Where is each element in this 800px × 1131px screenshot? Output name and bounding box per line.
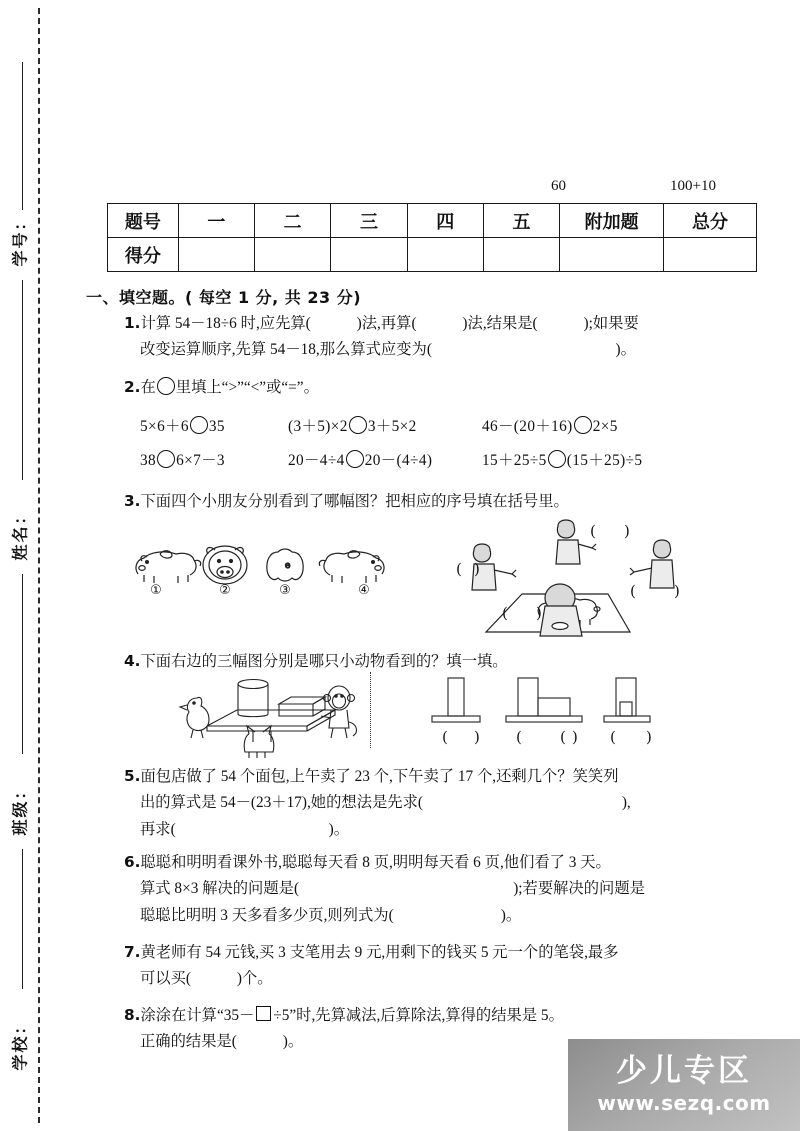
svg-text:(: ( — [630, 582, 636, 600]
question-7 — [124, 939, 619, 966]
svg-text:): ) — [536, 604, 542, 622]
column-header-1: 一 — [178, 204, 254, 238]
svg-text:): ) — [474, 560, 480, 578]
annotation-grand-total: 100+10 — [670, 178, 716, 194]
compare-item-6 — [482, 448, 642, 470]
watermark — [568, 1039, 800, 1131]
column-header-extra: 附加题 — [560, 204, 664, 238]
compare-2-left: (3＋5)×2 — [288, 418, 348, 435]
annotation-section-total: 60 — [551, 178, 566, 194]
compare-3-left: 46－(20＋16) — [482, 418, 573, 435]
question-8-prefix: 涂涂在计算“35－ — [140, 1007, 255, 1024]
score-table — [107, 203, 757, 272]
question-3-children-scene-figure — [440, 514, 710, 640]
compare-3-right: 2×5 — [592, 418, 618, 435]
question-3-pig-views-figure — [120, 528, 400, 618]
margin-label-student-id: 学号： — [10, 212, 30, 267]
question-8-number: 8. — [124, 1006, 141, 1024]
compare-6-left: 15＋25÷5 — [482, 452, 547, 469]
question-5-line-1: 面包店做了 54 个面包,上午卖了 23 个,下午卖了 17 个,还剩几个？笑笑列 — [140, 768, 619, 785]
svg-text:): ) — [646, 728, 652, 746]
compare-2-right: 3＋5×2 — [367, 418, 417, 435]
svg-text:(: ( — [456, 560, 462, 578]
margin-rule — [22, 62, 23, 210]
score-cell-1[interactable] — [178, 238, 254, 272]
table-row-scores — [108, 238, 757, 272]
watermark-url: www.sezq.com — [597, 1090, 771, 1115]
margin-rule — [22, 574, 23, 754]
svg-text:(: ( — [560, 728, 566, 746]
compare-6-right: (15＋25)÷5 — [566, 452, 643, 469]
compare-item-1 — [140, 414, 225, 436]
column-header-4: 四 — [407, 204, 483, 238]
question-3-line-1: 下面四个小朋友分别看到了哪幅图？把相应的序号填在括号里。 — [140, 493, 569, 510]
question-7-line-1: 黄老师有 54 元钱,买 3 支笔用去 9 元,用剩下的钱买 5 元一个的笔袋,最多 — [140, 944, 619, 961]
margin-info-column — [0, 0, 38, 1131]
margin-rule — [22, 849, 23, 989]
score-cell-3[interactable] — [331, 238, 407, 272]
svg-text:(: ( — [442, 728, 448, 746]
question-5-number: 5. — [124, 767, 141, 785]
question-1-line-2: 改变运算顺序,先算 54－18,那么算式应变为( )。 — [140, 341, 636, 358]
question-1-line-1: 计算 54－18÷6 时,应先算( )法,再算( )法,结果是( );如果要 — [140, 315, 639, 332]
circle-blank-icon[interactable] — [190, 416, 208, 434]
compare-1-left: 5×6＋6 — [140, 418, 189, 435]
question-4-objects-figure — [175, 668, 360, 760]
circle-blank-icon[interactable] — [157, 450, 175, 468]
question-7-number: 7. — [124, 943, 141, 961]
question-2-prompt-b: 里填上“>”“<”或“=”。 — [175, 379, 319, 396]
svg-text:②: ② — [219, 583, 231, 598]
question-6-line-1: 聪聪和明明看课外书,聪聪每天看 8 页,明明每天看 6 页,他们看了 3 天。 — [140, 854, 611, 871]
column-header-5: 五 — [483, 204, 559, 238]
compare-4-right: 6×7－3 — [176, 452, 225, 469]
svg-text:e: e — [285, 561, 291, 571]
score-cell-2[interactable] — [255, 238, 331, 272]
question-2-prompt-a: 在 — [140, 379, 156, 396]
circle-blank-icon[interactable] — [548, 450, 566, 468]
svg-text:(: ( — [590, 522, 596, 540]
margin-label-name: 姓名： — [10, 506, 30, 561]
score-table-annotations — [105, 178, 765, 202]
compare-1-right: 35 — [208, 418, 225, 435]
score-cell-extra[interactable] — [560, 238, 664, 272]
svg-text:①: ① — [150, 583, 162, 598]
svg-text:④: ④ — [358, 583, 370, 598]
compare-5-right: 20－(4÷4) — [364, 452, 433, 469]
question-6-number: 6. — [124, 853, 141, 871]
question-4-line-1: 下面右边的三幅图分别是哪只小动物看到的？填一填。 — [140, 653, 508, 670]
question-1-number: 1. — [124, 314, 141, 332]
column-header-total: 总分 — [664, 204, 757, 238]
column-header-3: 三 — [331, 204, 407, 238]
question-3 — [124, 488, 569, 515]
question-6-line-2: 算式 8×3 解决的问题是( );若要解决的问题是 — [140, 880, 645, 897]
question-6-line-3: 聪聪比明明 3 天多看多少页,则列式为( )。 — [140, 907, 522, 924]
question-2 — [124, 374, 319, 401]
compare-item-3 — [482, 414, 618, 436]
question-5-line-2: 出的算式是 54－(23＋17),她的想法是先求( ), — [140, 794, 631, 811]
cut-dashed-line — [38, 8, 40, 1123]
circle-blank-icon[interactable] — [157, 377, 175, 395]
row-label-question-number: 题号 — [108, 204, 179, 238]
score-cell-4[interactable] — [407, 238, 483, 272]
margin-label-class: 班级： — [10, 781, 30, 836]
score-cell-5[interactable] — [483, 238, 559, 272]
question-3-number: 3. — [124, 492, 141, 510]
compare-4-left: 38 — [140, 452, 157, 469]
compare-item-2 — [288, 414, 417, 436]
margin-label-school: 学校： — [10, 1016, 30, 1071]
svg-text:): ) — [674, 582, 680, 600]
circle-blank-icon[interactable] — [349, 416, 367, 434]
svg-text:(: ( — [502, 604, 508, 622]
section-title-fill-in-blanks: 一、填空题。( 每空 1 分, 共 23 分) — [86, 288, 362, 307]
question-6 — [124, 849, 611, 876]
margin-rule — [22, 280, 23, 480]
question-1 — [124, 310, 639, 337]
svg-text:): ) — [572, 728, 578, 746]
svg-text:③: ③ — [279, 583, 291, 598]
score-cell-total[interactable] — [664, 238, 757, 272]
svg-text:): ) — [624, 522, 630, 540]
question-8 — [124, 1002, 564, 1029]
question-5-line-3: 再求( )。 — [140, 821, 350, 838]
circle-blank-icon[interactable] — [574, 416, 592, 434]
question-4-views-figure — [420, 672, 665, 750]
circle-blank-icon[interactable] — [346, 450, 364, 468]
figure-divider — [370, 672, 371, 748]
question-8-suffix: ÷5”时,先算减法,后算除法,算得的结果是 5。 — [273, 1007, 564, 1024]
column-header-2: 二 — [255, 204, 331, 238]
square-blank-icon[interactable] — [256, 1006, 271, 1021]
row-label-score: 得分 — [108, 238, 179, 272]
question-2-number: 2. — [124, 378, 141, 396]
svg-text:): ) — [474, 728, 480, 746]
compare-5-left: 20－4÷4 — [288, 452, 345, 469]
question-4-number: 4. — [124, 652, 141, 670]
watermark-brand: 少儿专区 — [616, 1053, 752, 1090]
question-5 — [124, 763, 619, 790]
compare-item-4 — [140, 448, 225, 470]
question-7-line-2: 可以买( )个。 — [140, 970, 273, 987]
compare-item-5 — [288, 448, 432, 470]
question-8-line-2: 正确的结果是( )。 — [140, 1033, 304, 1050]
svg-text:(: ( — [610, 728, 616, 746]
table-row-question-numbers — [108, 204, 757, 238]
svg-text:(: ( — [516, 728, 522, 746]
